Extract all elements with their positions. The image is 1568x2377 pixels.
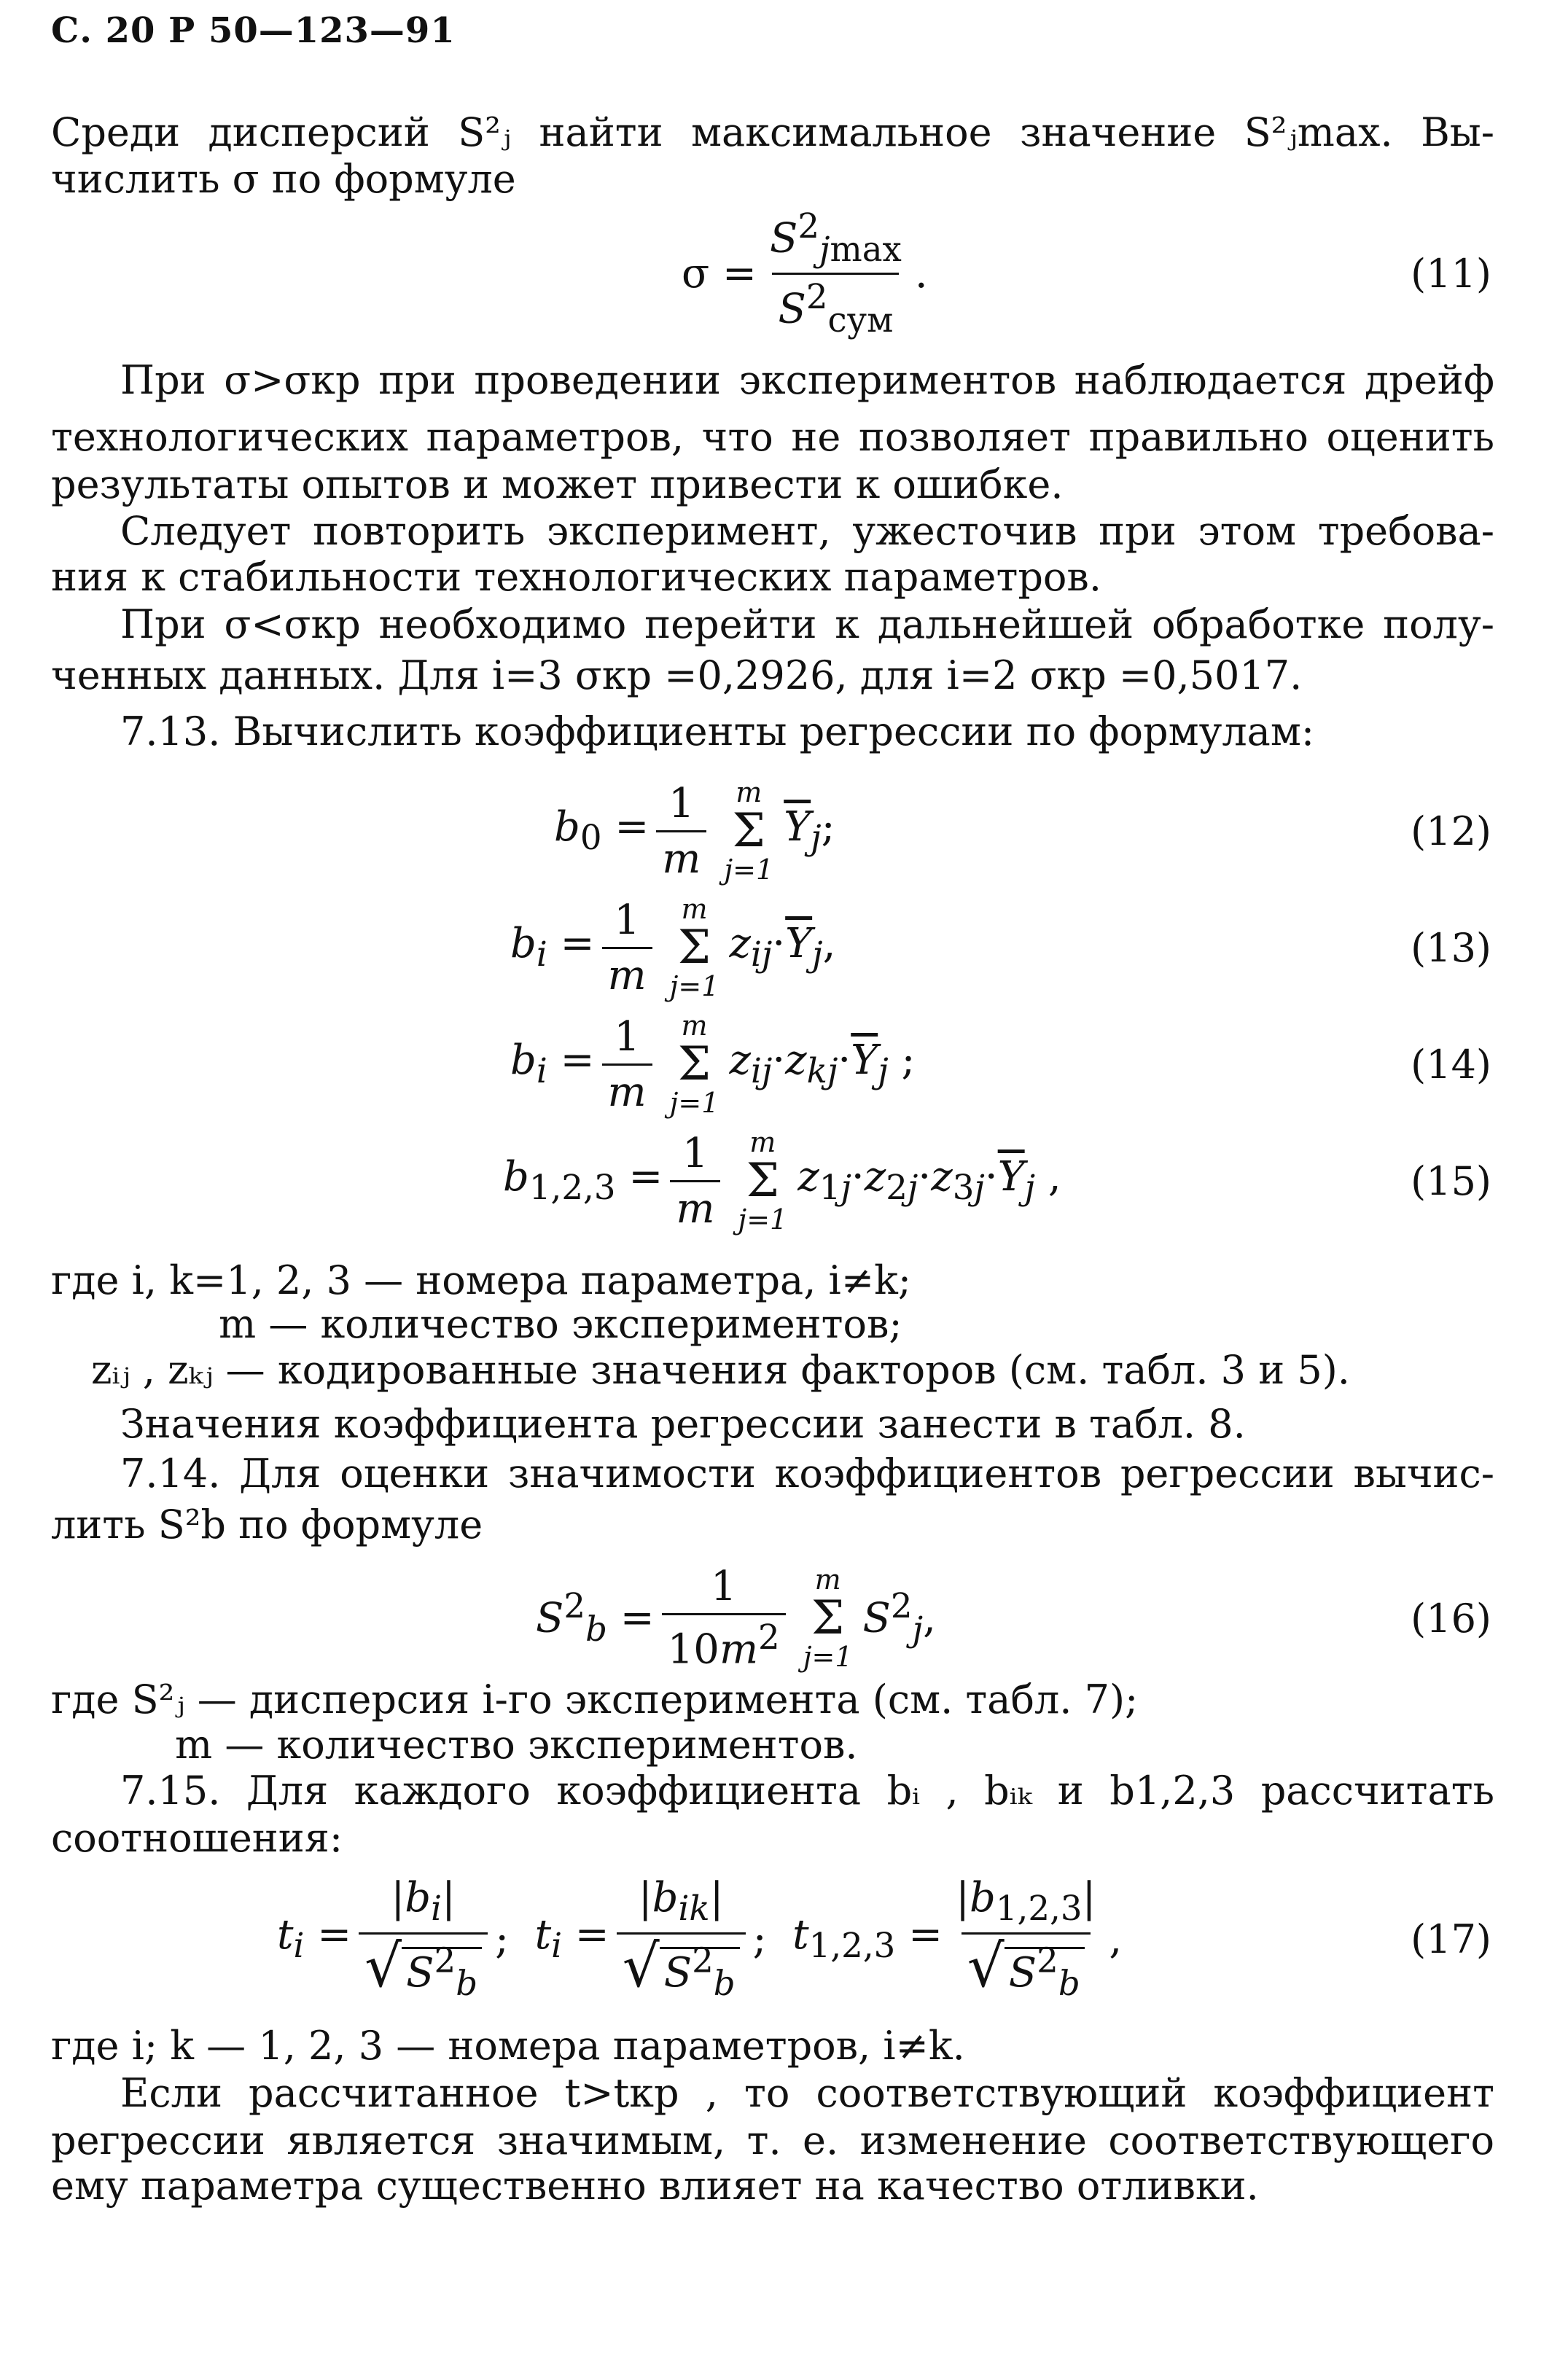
text-line: лить S²b по формуле	[51, 1502, 483, 1547]
equation-number: (11)	[1411, 250, 1491, 297]
text-line: числить σ по формуле	[51, 156, 516, 202]
text-line: zᵢⱼ , zₖⱼ — кодированные значения факторов (см. табл. 3 и 5).	[91, 1347, 1350, 1393]
text-line: Если рассчитанное t>tкр , то соответствующий коэффициент	[120, 2070, 1494, 2116]
text-line: 7.15. Для каждого коэффициента bᵢ , bᵢₖ и b1,2,3 рассчитать	[120, 1768, 1494, 1814]
formula-15: $b_{1,2,3}$ = $\frac{1}{m}$ m Σ j=1 $z_{1j}\cdot z_{2j}\cdot z_{3j}\cdot\overline{Y}_j$ , (15)	[503, 1126, 1491, 1236]
text-line: где S²ⱼ — дисперсия i-го эксперимента (см. табл. 7);	[51, 1677, 1139, 1722]
formula-12: $b_0$ = $\frac{1}{m}$ m Σ j=1 $\overline{Y}_j$; (12)	[554, 776, 1491, 886]
text-line: ния к стабильности технологических параметров.	[51, 554, 1101, 600]
text-line: Среди дисперсий S²ⱼ найти максимальное значение S²ⱼmax. Вы-	[51, 109, 1494, 155]
text-line: где i; k — 1, 2, 3 — номера параметров, i≠k.	[51, 2023, 965, 2069]
equation-number: (13)	[1411, 924, 1491, 971]
equation-number: (12)	[1411, 808, 1491, 854]
equation-number: (16)	[1411, 1595, 1491, 1642]
text-line: 7.13. Вычислить коэффициенты регрессии по формулам:	[120, 709, 1315, 754]
equation-number: (15)	[1411, 1158, 1491, 1204]
page-header: С. 20 Р 50—123—91	[51, 10, 456, 51]
formula-13: $b_i$ = $\frac{1}{m}$ m Σ j=1 $z_{ij}\cdot\overline{Y}_j$, (13)	[510, 893, 1491, 1002]
text-line: технологических параметров, что не позволяет правильно оценить	[51, 414, 1494, 460]
text-line: ему параметра существенно влияет на качество отливки.	[51, 2163, 1259, 2209]
text-line: При σ<σкр необходимо перейти к дальнейшей обработке полу-	[120, 601, 1494, 647]
formula-11: σ = $\frac{S^2_{jmax}}{S^2_{сум}}$ . (11)	[682, 206, 1491, 340]
text-line: 7.14. Для оценки значимости коэффициентов регрессии вычис-	[120, 1451, 1494, 1496]
text-line: соотношения:	[51, 1815, 343, 1861]
formula-16: $S^2_b$ = $\frac{1}{10m^2}$ m Σ j=1 $S^2_j$, (16)	[536, 1563, 1491, 1674]
text-line: результаты опытов и может привести к ошибке.	[51, 461, 1064, 507]
formula-17: $t_i$ = $\frac{|b_i|}{√ S^2_b}$ ; $t_i$ = $\frac{|b_{ik}|}{√ S^2_b}$ ; $t_{1,2,3}$ = $\frac{|b_{1,2,3}|}{√ S^2_b}$ , (17)	[277, 1874, 1491, 2004]
formula-14: $b_i$ = $\frac{1}{m}$ m Σ j=1 $z_{ij}\cdot z_{kj}\cdot\overline{Y}_j$ ; (14)	[510, 1010, 1491, 1119]
text-line: ченных данных. Для i=3 σкр =0,2926, для i=2 σкр =0,5017.	[51, 652, 1303, 698]
text-line: регрессии является значимым, т. е. изменение соответствующего	[51, 2118, 1494, 2163]
text-line: Следует повторить эксперимент, ужесточив при этом требова-	[120, 508, 1494, 554]
equation-number: (17)	[1411, 1916, 1491, 1962]
text-line: где i, k=1, 2, 3 — номера параметра, i≠k;	[51, 1257, 911, 1303]
equation-number: (14)	[1411, 1041, 1491, 1088]
text-line: m — количество экспериментов.	[175, 1722, 858, 1768]
text-line: m — количество экспериментов;	[219, 1301, 902, 1347]
text-line: При σ>σкр при проведении экспериментов наблюдается дрейф	[120, 357, 1494, 403]
text-line: Значения коэффициента регрессии занести в табл. 8.	[120, 1401, 1246, 1447]
